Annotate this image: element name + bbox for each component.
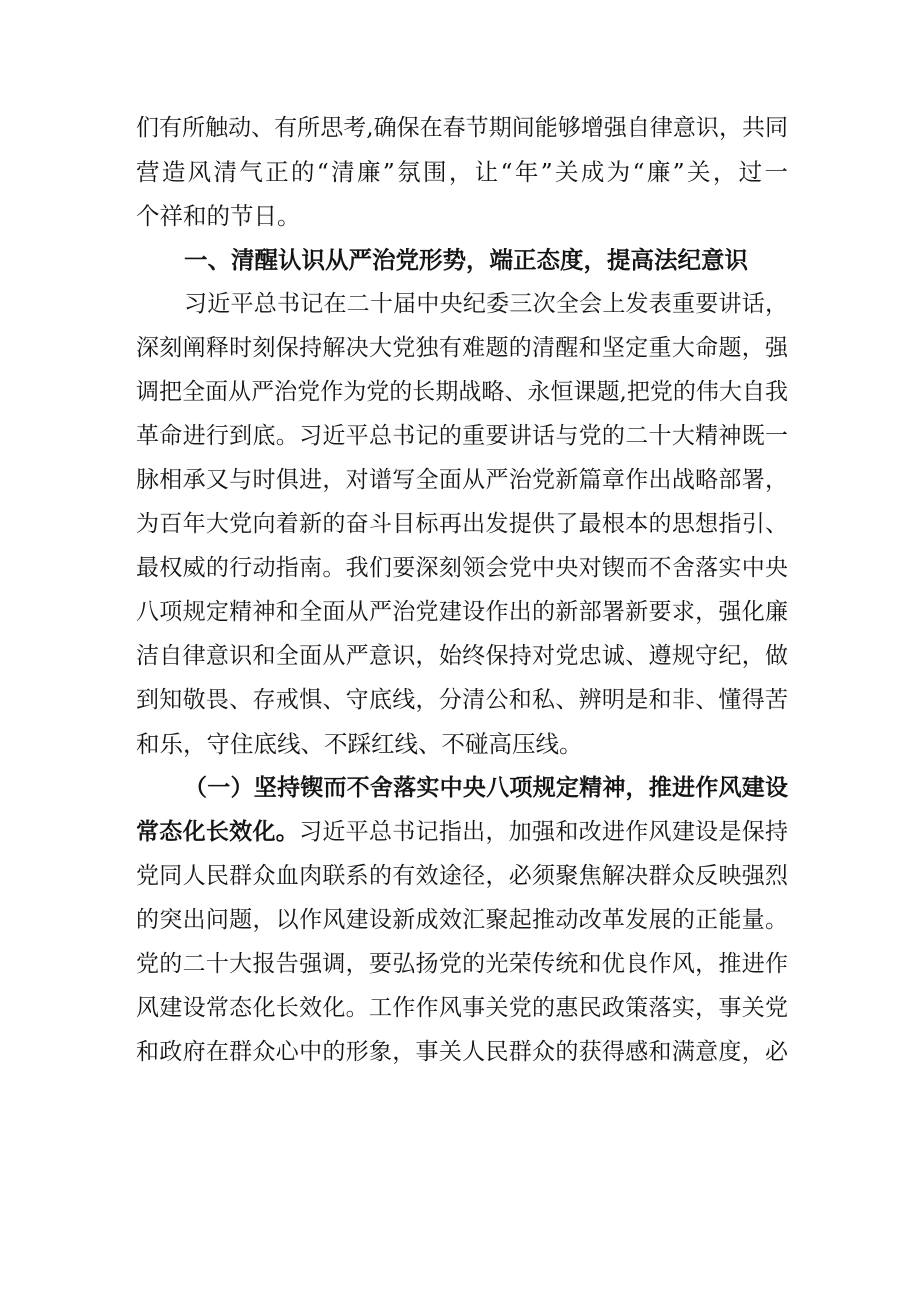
section-heading-1: 一、清醒认识从严治党形势，端正态度，提高法纪意识 <box>184 246 748 274</box>
section1-line-4: 革命进行到底。习近平总书记的重要讲话与党的二十大精神既一 <box>136 423 788 449</box>
subsection1-line-6: 风建设常态化长效化。工作作风事关党的惠民政策落实，事关党 <box>136 995 788 1021</box>
subsection-heading-1: （一）坚持锲而不舍落实中央八项规定精神，推进作风建设 <box>184 775 788 801</box>
section1-line-7: 最权威的行动指南。我们要深刻领会党中央对锲而不舍落实中央 <box>136 555 788 581</box>
intro-line-3: 个祥和的节日。 <box>136 202 301 230</box>
section1-line-9: 洁自律意识和全面从严意识，始终保持对党忠诚、遵规守纪，做 <box>136 643 788 669</box>
section1-line-5: 脉相承又与时俱进，对谱写全面从严治党新篇章作出战略部署， <box>136 467 788 493</box>
intro-line-1: 们有所触动、有所思考,确保在春节期间能够增强自律意识，共同 <box>136 115 788 141</box>
subsection1-line-2 <box>136 812 788 852</box>
section1-line-3: 调把全面从严治党作为党的长期战略、永恒课题,把党的伟大自我 <box>136 379 788 405</box>
section1-line-2: 深刻阐释时刻保持解决大党独有难题的清醒和坚定重大命题，强 <box>136 335 788 361</box>
subsection1-line-7: 和政府在群众心中的形象，事关人民群众的获得感和满意度，必 <box>136 1039 788 1065</box>
section1-line-1: 习近平总书记在二十届中央纪委三次全会上发表重要讲话， <box>184 291 788 317</box>
subsection1-line-4: 的突出问题，以作风建设新成效汇聚起推动改革发展的正能量。 <box>136 907 788 933</box>
section1-line-11: 和乐，守住底线、不踩红线、不碰高压线。 <box>136 730 583 758</box>
subsection1-line-3: 党同人民群众血肉联系的有效途径，必须聚焦解决群众反映强烈 <box>136 863 788 889</box>
intro-line-2: 营造风清气正的“清廉”氛围，让“年”关成为“廉”关，过一 <box>136 158 788 186</box>
subsection-heading-1-end: 常态化长效化。 <box>136 819 300 845</box>
subsection1-line-5: 党的二十大报告强调，要弘扬党的光荣传统和优良作风，推进作 <box>136 951 788 977</box>
section1-line-6: 为百年大党向着新的奋斗目标再出发提供了最根本的思想指引、 <box>136 511 788 537</box>
subsection1-line-2-text: 习近平总书记指出，加强和改进作风建设是保持 <box>299 819 789 845</box>
section1-line-8: 八项规定精神和全面从严治党建设作出的新部署新要求，强化廉 <box>136 599 788 625</box>
section1-line-10: 到知敬畏、存戒惧、守底线，分清公和私、辨明是和非、懂得苦 <box>136 687 788 713</box>
